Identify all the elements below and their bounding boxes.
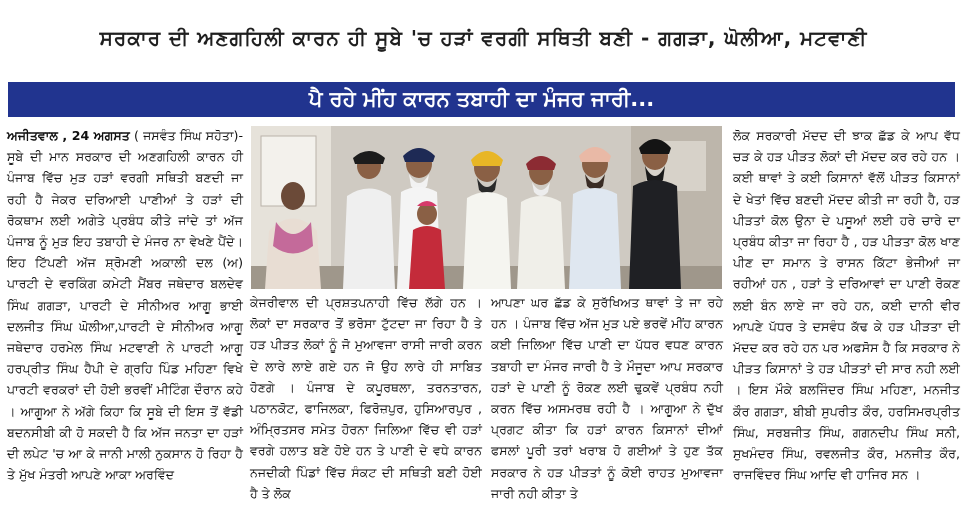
column-1-text: ਸੂਬੇ ਦੀ ਮਾਨ ਸਰਕਾਰ ਦੀ ਅਣਗਹਿਲੀ ਕਾਰਨ ਹੀ ਪੰਜਾਬ ਵਿੱਚ ਮੁੜ ਹੜਾਂ ਵਰਗੀ ਸਥਿਤੀ ਬਣਦੀ ਜਾ ਰਹੀ ਹੈ ਜੇਕਰ ਦਰਿਆਈ ਪਾਣੀਆਂ ਤੇ ਹੜਾਂ ਦੀ ਰੋਕਥਾਮ ਲਈ ਅਗੇਤੇ ਪ੍ਰਬੰਧ ਕੀਤੇ ਜਾਂਦੇ ਤਾਂ ਅੱਜ ਪੰਜਾਬ ਨੂੰ ਮੁੜ ਇਹ ਤਬਾਹੀ ਦੇ ਮੰਜਰ ਨਾ ਵੇਖਣੇ ਪੈਂਦੇ। ਇਹ ਟਿੱਪਣੀ ਅੱਜ ਸ਼੍ਰੋਮਣੀ ਅਕਾਲੀ ਦਲ (ਅ) ਪਾਰਟੀ ਦੇ ਵਰਕਿੰਗ ਕਮੇਟੀ ਮੈਂਬਰ ਜਥੇਦਾਰ ਬਲਦੇਵ ਸਿੰਘ ਗਗੜਾ, ਪਾਰਟੀ ਦੇ ਸੀਨੀਅਰ ਆਗੂ ਭਾਈ ਦਲਜੀਤ ਸਿੰਘ ਘੋਲੀਆ,ਪਾਰਟੀ ਦੇ ਸੀਨੀਅਰ ਆਗੂ ਜਥੇਦਾਰ ਹਰਮੇਲ ਸਿੰਘ ਮਟਵਾਣੀ ਨੇ ਪਾਰਟੀ ਆਗੂ ਹਰਪ੍ਰੀਤ ਸਿੰਘ ਹੈਪੀ ਦੇ ਗ੍ਰਹਿ ਪਿੰਡ ਮਹਿਣਾ ਵਿਖੇ ਪਾਰਟੀ ਵਰਕਰਾਂ ਦੀ ਹੋਈ ਭਰਵੀਂ ਮੀਟਿੰਗ ਦੌਰਾਨ ਕਹੇ । ਆਗੂਆ ਨੇ ਅੱਗੇ ਕਿਹਾ ਕਿ ਸੂਬੇ ਦੀ ਇਸ ਤੋਂ ਵੱਡੀ ਬਦਨਸੀਬੀ ਕੀ ਹੋ ਸਕਦੀ ਹੈ ਕਿ ਅੱਜ ਜਨਤਾ ਦਾ ਹੜਾਂ ਦੀ ਲਪੇਟ 'ਚ ਆ ਕੇ ਜਾਨੀ ਮਾਲੀ ਨੁਕਸਾਨ ਹੋ ਰਿਹਾ ਹੈ ਤੇ ਮੁੱਖ ਮੰਤਰੀ ਆਪਣੇ ਆਕਾ ਅਰਵਿੰਦ [7, 149, 243, 483]
column-4-text: ਲੋਕ ਸਰਕਾਰੀ ਮੱਦਦ ਦੀ ਝਾਕ ਛੱਡ ਕੇ ਆਪ ਵੱਧ ਚੜ ਕੇ ਹੜ ਪੀੜਤ ਲੋਕਾਂ ਦੀ ਮੱਦਦ ਕਰ ਰਹੇ ਹਨ । ਕਈ ਥਾਵਾਂ ਤੇ ਕਈ ਕਿਸਾਨਾਂ ਵੱਲੋਂ ਪੀੜਤ ਕਿਸਾਨਾਂ ਦੇ ਖੇਤਾਂ ਵਿੱਚ ਬਣਦੀ ਮੱਦਦ ਕੀਤੀ ਜਾ ਰਹੀ ਹੈ, ਹੜ ਪੀੜਤਾਂ ਕੋਲ ਉਨਾ ਦੇ ਪਸੂਆਂ ਲਈ ਹਰੇ ਚਾਰੇ ਦਾ ਪ੍ਰਬੰਧ ਕੀਤਾ ਜਾ ਰਿਹਾ ਹੈ , ਹੜ ਪੀੜਤਾ ਕੋਲ ਖਾਣ ਪੀਣ ਦਾ ਸਮਾਨ ਤੇ ਰਾਸਨ ਕਿੱਟਾ ਭੇਜੀਆਂ ਜਾ ਰਹੀਆਂ ਹਨ , ਹੜਾਂ ਤੇ ਦਰਿਆਵਾਂ ਦਾ ਪਾਣੀ ਰੋਕਣ ਲਈ ਬੰਨ ਲਾਏ ਜਾ ਰਹੇ ਹਨ, ਕਈ ਦਾਨੀ ਵੀਰ ਆਪਣੇ ਪੱਧਰ ਤੇ ਦਸਵੰਧ ਕੱਢ ਕੇ ਹੜ ਪੀੜਤਾ ਦੀ ਮੱਦਦ ਕਰ ਰਹੇ ਹਨ ਪਰ ਅਫਸੋਸ ਹੈ ਕਿ ਸਰਕਾਰ ਨੇ ਪੀੜਤ ਕਿਸਾਨਾਂ ਤੇ ਹੜ ਪੀੜਤਾਂ ਦੀ ਸਾਰ ਨਹੀ ਲਈ । ਇਸ ਮੌਕੇ ਬਲਜਿੰਦਰ ਸਿੰਘ ਮਹਿਣਾ, ਮਨਜੀਤ ਕੌਰ ਗਗੜਾ, ਬੀਬੀ ਸੁਪਰੀਤ ਕੌਰ, ਹਰਸਿਮਰਪ੍ਰੀਤ ਸਿੰਘ, ਸਰਬਜੀਤ ਸਿੰਘ, ਗਗਨਦੀਪ ਸਿੰਘ ਸਨੀ, ਸੁਖਮੰਦਰ ਸਿੰਘ, ਰਵਲਜੀਤ ਕੌਰ, ਮਨਜੀਤ ਕੌਰ, ਰਾਜਵਿੰਦਰ ਸਿੰਘ ਆਦਿ ਵੀ ਹਾਜਿਰ ਸਨ । [733, 128, 960, 483]
column-2-text: ਕੇਜਰੀਵਾਲ ਦੀ ਪ੍ਰਸ਼ਤਪਨਾਹੀ ਵਿੱਚ ਲੱਗੇ ਹਨ । ਲੋਕਾਂ ਦਾ ਸਰਕਾਰ ਤੋਂ ਭਰੋਸਾ ਟੁੱਟਦਾ ਜਾ ਰਿਹਾ ਹੈ ਤੇ ਹੜ ਪੀੜਤ ਲੋਕਾਂ ਨੂੰ ਜੋ ਮੁਆਵਜਾ ਰਾਸੀ ਜਾਰੀ ਕਰਨ ਦੇ ਲਾਰੇ ਲਾਏ ਗਏ ਹਨ ਜੋ ਉਹ ਲਾਰੇ ਹੀ ਸਾਬਿਤ ਹੋਣਗੇ । ਪੰਜਾਬ ਦੇ ਕਪੂਰਥਲਾ, ਤਰਨਤਾਰਨ, ਪਠਾਨਕੋਟ, ਫਾਜਿਲਕਾ, ਫਿਰੋਜ਼ਪੁਰ, ਹੁਸਿਆਰਪੁਰ , ਅੰਮ੍ਰਿਤਸਰ ਸਮੇਤ ਹੋਰਨਾ ਜਿਲਿਆ ਵਿੱਚ ਵੀ ਹੜਾਂ ਵਰਗੇ ਹਲਾਤ ਬਣੇ ਹੋਏ ਹਨ ਤੇ ਪਾਣੀ ਦੇ ਵਧੇ ਕਾਰਨ ਨਜਦੀਕੀ ਪਿੰਡਾਂ ਵਿੱਚ ਸੰਕਟ ਦੀ ਸਥਿਤੀ ਬਣੀ ਹੋਈ ਹੈ ਤੇ ਲੋਕ [250, 295, 482, 501]
news-photo [251, 126, 722, 289]
article-column-1 [7, 125, 243, 513]
reporter-credit: ( ਜਸਵੰਤ ਸਿੰਘ ਸਹੋਤਾ)- [134, 128, 243, 143]
article-column-4 [733, 125, 960, 513]
headline: ਸਰਕਾਰ ਦੀ ਅਣਗਹਿਲੀ ਕਾਰਨ ਹੀ ਸੂਬੇ 'ਚ ਹੜਾਂ ਵਰਗੀ ਸਥਿਤੀ ਬਣੀ - ਗਗੜਾ, ਘੋਲੀਆ, ਮਟਵਾਣੀ [99, 26, 868, 50]
photo-illustration [251, 126, 722, 289]
dateline: ਅਜੀਤਵਾਲ , 24 ਅਗਸਤ [7, 128, 130, 143]
subheadline-banner: ਪੈ ਰਹੇ ਮੀਂਹ ਕਾਰਨ ਤਬਾਹੀ ਦਾ ਮੰਜਰ ਜਾਰੀ... [8, 82, 955, 117]
column-3-text: ਆਪਣਾ ਘਰ ਛੱਡ ਕੇ ਸੁਰੱਖਿਅਤ ਥਾਵਾਂ ਤੇ ਜਾ ਰਹੇ ਹਨ । ਪੰਜਾਬ ਵਿੱਚ ਅੱਜ ਮੁੜ ਪਏ ਭਰਵੇਂ ਮੀਂਹ ਕਾਰਨ ਕਈ ਜਿਲਿਆ ਵਿੱਚ ਪਾਣੀ ਦਾ ਪੱਧਰ ਵਧਣ ਕਾਰਨ ਤਬਾਹੀ ਦਾ ਮੰਜਰ ਜਾਰੀ ਹੈ ਤੇ ਮੌਜੂਦਾ ਆਪ ਸਰਕਾਰ ਹੜਾਂ ਦੇ ਪਾਣੀ ਨੂੰ ਰੋਕਣ ਲਈ ਢੁਕਵੇਂ ਪ੍ਰਬੰਧ ਨਹੀ ਕਰਨ ਵਿੱਚ ਅਸਮਰਥ ਰਹੀ ਹੈ । ਆਗੂਆ ਨੇ ਦੁੱਖ ਪ੍ਰਗਟ ਕੀਤਾ ਕਿ ਹੜਾਂ ਕਾਰਨ ਕਿਸਾਨਾਂ ਦੀਆਂ ਫਸਲਾਂ ਪੂਰੀ ਤਰਾਂ ਖਰਾਬ ਹੋ ਗਈਆਂ ਤੇ ਹੁਣ ਤੱਕ ਸਰਕਾਰ ਨੇ ਹੜ ਪੀੜਤਾਂ ਨੂੰ ਕੋਈ ਰਾਹਤ ਮੁਆਵਜਾ ਜਾਰੀ ਨਹੀ ਕੀਤਾ ਤੇ [491, 295, 723, 501]
article-column-2 [250, 292, 482, 512]
article-column-3 [491, 292, 723, 512]
